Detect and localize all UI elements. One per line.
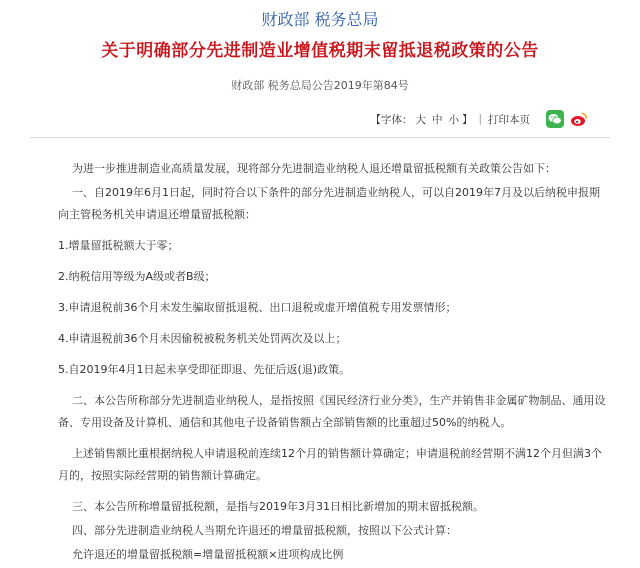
list-item: 3.申请退税前36个月未发生骗取留抵退税、出口退税或虚开增值税专用发票情形； [58,301,457,314]
list-item: 1.增量留抵税额大于零； [58,239,179,252]
wechat-share-icon[interactable] [546,110,564,128]
list-item: 2.纳税信用等级为A级或者B级； [58,270,216,283]
list-item: 4.申请退税前36个月未因偷税被税务机关处罚两次及以上； [58,332,347,345]
article-toolbar [370,107,588,131]
font-size-large-button[interactable]: 大 [415,113,426,126]
article-paragraph: 上述销售额比重根据纳税人申请退税前连续12个月的销售额计算确定；申请退税前经营期不满12个月但满3个月的，按照实际经营期的销售额计算确定。 [58,447,602,482]
font-size-medium-button[interactable]: 中 [431,113,443,126]
document-number: 财政部 税务总局公告2019年第84号 [231,79,409,92]
article-paragraph: 三、本公告所称增量留抵税额，是指与2019年3月31日相比新增加的期末留抵税额。 [72,500,484,513]
toolbar-separator: | [478,113,482,125]
agency-name: 财政部 税务总局 [261,10,379,29]
article-paragraph: 二、本公告所称部分先进制造业纳税人，是指按照《国民经济行业分类》，生产并销售非金属矿物制品、通用设备、专用设备及计算机、通信和其他电子设备销售额占全部销售额的比重超过50%的纳税人。 [58,394,606,429]
font-size-small-button[interactable]: 小 [448,113,459,126]
article-paragraph: 四、部分先进制造业纳税人当期允许退还的增量留抵税额，按照以下公式计算： [72,524,457,537]
list-item: 5.自2019年4月1日起未享受即征即退、先征后返(退)政策。 [58,363,351,376]
intro-paragraph: 为进一步推进制造业高质量发展，现将部分先进制造业纳税人退还增量留抵税额有关政策公告如下： [72,162,556,175]
article-paragraph: 允许退还的增量留抵税额=增量留抵税额×进项构成比例 [72,548,344,561]
font-size-label: 【字体： [370,113,413,126]
header-divider [30,137,610,138]
font-size-label-close: 】 [461,113,473,126]
print-page-button[interactable]: 打印本页 [488,113,530,126]
page-title: 关于明确部分先进制造业增值税期末留抵退税政策的公告 [101,41,539,61]
article-paragraph: 一、自2019年6月1日起，同时符合以下条件的部分先进制造业纳税人，可以自2019年7月及以后纳税申报期向主管税务机关申请退还增量留抵税额： [58,186,600,221]
weibo-share-icon[interactable] [570,110,588,128]
